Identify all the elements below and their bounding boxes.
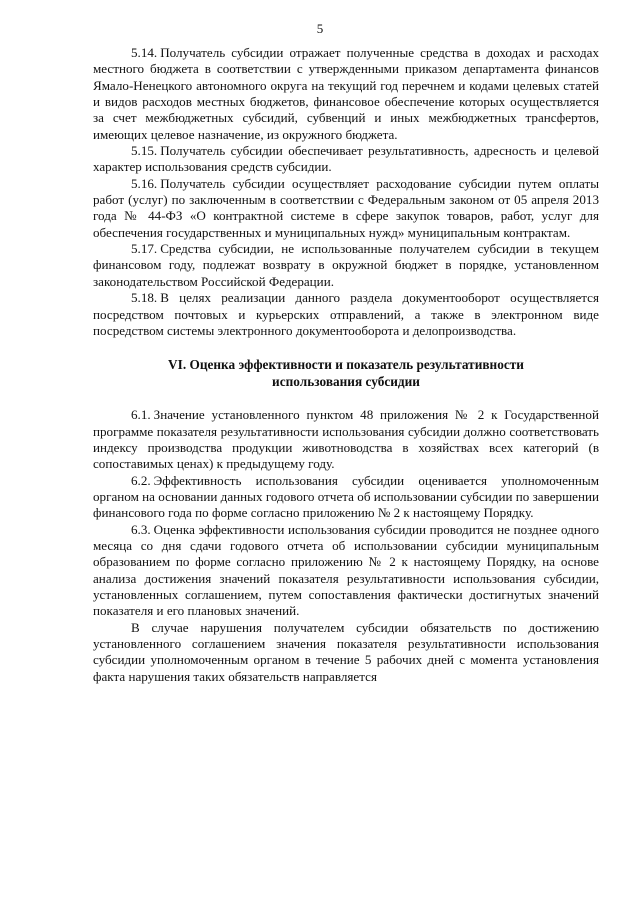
paragraph-text: Средства субсидии, не использованные получателем субсидии в текущем финансовом году, подлежат возврату в окружной бюджет в порядке, установленном законодательством Российской Федерации.: [93, 241, 599, 289]
paragraph-number: 5.15.: [131, 143, 158, 159]
paragraph-5-15: [93, 143, 599, 176]
paragraph-number: 5.17.: [131, 241, 158, 257]
paragraph-number: 5.16.: [131, 175, 158, 191]
paragraph-5-17: [93, 241, 599, 290]
paragraph-number: 5.14.: [131, 45, 158, 60]
paragraph-6-3: [93, 522, 599, 620]
paragraph-6-2: [93, 473, 599, 522]
paragraph-text: Оценка эффективности использования субсидии проводится не позднее одного месяца со дня сдачи годового отчета об использовании субсидии муниципальным образованием по форме согласно приложению № 2 к настоящему Порядку, на основе анализа достижения значений показателя результативности использования субсидии, установленных соглашением, путем сопоставления фактически достигнутых значений показателя и его плановых значений.: [93, 521, 599, 619]
paragraph-5-18: [93, 290, 599, 339]
page-content: [93, 45, 599, 685]
paragraph-number: 6.2.: [131, 472, 151, 488]
paragraph-text: В целях реализации данного раздела документооборот осуществляется посредством почтовых и курьерских отправлений, а также в электронном виде посредством системы электронного документооборота и делопроизводства.: [93, 290, 599, 338]
paragraph-text: Получатель субсидии осуществляет расходование субсидии путем оплаты работ (услуг) по заключенным в соответствии с Федеральным законом от 05 апреля 2013 года № 44-ФЗ «О контрактной системе в сфере закупок товаров, работ, услуг для обеспечения государственных и муниципальных нужд» муниципальным контрактам.: [93, 175, 599, 240]
paragraph-5-14: [93, 45, 599, 143]
paragraph-6-1: [93, 407, 599, 472]
section-heading-line-1: VI. Оценка эффективности и показатель результативности: [168, 357, 524, 373]
section-heading: [93, 357, 599, 390]
page-number: 5: [316, 21, 324, 36]
paragraph-text: Эффективность использования субсидии оценивается уполномоченным органом на основании данных годового отчета об использовании субсидии по завершении финансового года по форме согласно приложению № 2 к настоящему Порядку.: [93, 472, 599, 521]
paragraph-number: 6.1.: [131, 407, 151, 423]
paragraph-text: Получатель субсидии отражает полученные средства в доходах и расходах местного бюджета в соответствии с утвержденными приказом департамента финансов Ямало-Ненецкого автономного округа на текущий год перечнем и кодами целевых статей и видов расходов местных бюджетов, финансовое обеспечение которых осуществляется за счет межбюджетных субсидий, субвенций и иных межбюджетных трансфертов, имеющих целевое назначение, из окружного бюджета.: [93, 45, 599, 142]
paragraph-text: Получатель субсидии обеспечивает результативность, адресность и целевой характер использования средств субсидии.: [93, 143, 599, 175]
paragraph-text: Значение установленного пунктом 48 приложения № 2 к Государственной программе показателя результативности использования субсидии должно соответствовать индексу производства продукции животноводства в хозяйствах всех категорий (в сопоставимых ценах) к предыдущему году.: [93, 407, 599, 472]
paragraph-5-16: [93, 176, 599, 241]
section-heading-line-2: использования субсидии: [272, 373, 420, 389]
paragraph-number: 5.18.: [131, 290, 158, 306]
paragraph-number: 6.3.: [131, 521, 151, 537]
paragraph-text: В случае нарушения получателем субсидии обязательств по достижению установленного соглашением значения показателя результативности использования субсидии уполномоченным органом в течение 5 рабочих дней с момента установления факта нарушения таких обязательств направляется: [93, 619, 599, 684]
paragraph-violation: [93, 620, 599, 685]
